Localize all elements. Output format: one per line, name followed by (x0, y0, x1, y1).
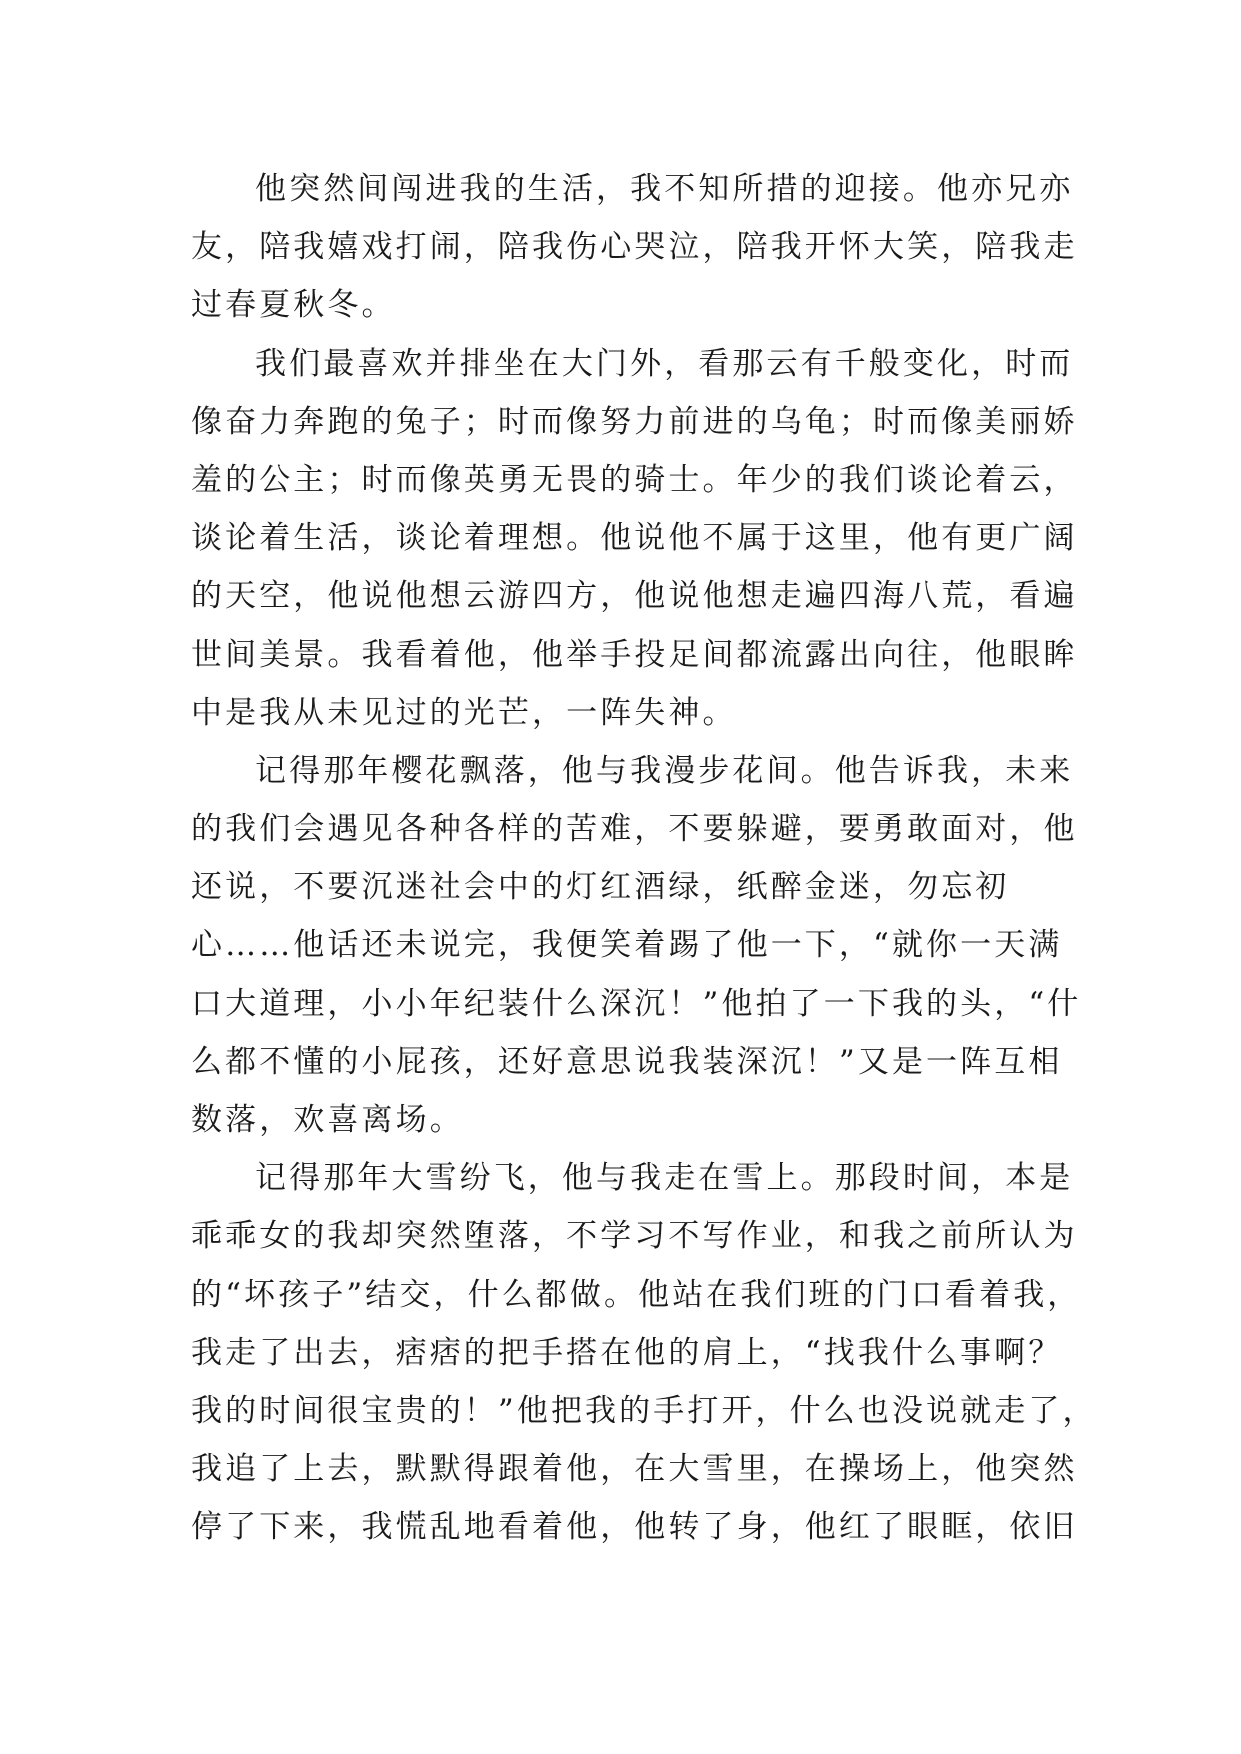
text-line: 口大道理，小小年纪装什么深沉！”他拍了一下我的头，“什 (191, 985, 1082, 1022)
text-line: 数落，欢喜离场。 (191, 1102, 464, 1138)
text-line: 我的时间很宝贵的！”他把我的手打开，什么也没说就走了， (191, 1392, 1097, 1429)
text-line: 过春夏秋冬。 (191, 287, 396, 324)
text-line: 乖乖女的我却突然堕落，不学习不写作业，和我之前所认为 (191, 1218, 1078, 1255)
text-line: 我走了出去，痞痞的把手搭在他的肩上，“找我什么事啊？ (191, 1334, 1063, 1371)
text-line: 像奋力奔跑的兔子；时而像努力前进的乌龟；时而像美丽娇 (191, 403, 1078, 440)
text-line: 的天空，他说他想云游四方，他说他想走遍四海八荒，看遍 (191, 578, 1078, 615)
text-line: 记得那年樱花飘落，他与我漫步花间。他告诉我，未来 (255, 752, 1074, 789)
body-text (191, 160, 1097, 1557)
text-line: 么都不懂的小屁孩，还好意思说我装深沉！”又是一阵互相 (191, 1043, 1063, 1080)
text-line: 我追了上去，默默得跟着他，在大雪里，在操场上，他突然 (191, 1451, 1078, 1488)
text-line: 中是我从未见过的光芒，一阵失神。 (191, 694, 737, 731)
text-line: 的我们会遇见各种各样的苦难，不要躲避，要勇敢面对，他 (191, 811, 1078, 848)
text-line: 心……他话还未说完，我便笑着踢了他一下，“就你一天满 (191, 927, 1063, 964)
text-line: 世间美景。我看着他，他举手投足间都流露出向往，他眼眸 (191, 636, 1078, 673)
text-line: 的“坏孩子”结交，什么都做。他站在我们班的门口看着我， (191, 1276, 1082, 1313)
text-line: 我们最喜欢并排坐在大门外，看那云有千般变化，时而 (255, 345, 1074, 382)
text-line: 他突然间闯进我的生活，我不知所措的迎接。他亦兄亦 (255, 171, 1074, 207)
paragraph-1 (191, 160, 1078, 335)
text-line: 谈论着生活，谈论着理想。他说他不属于这里，他有更广阔 (191, 520, 1078, 557)
text-line: 停了下来，我慌乱地看着他，他转了身，他红了眼眶，依旧 (191, 1509, 1078, 1546)
paragraph-4 (191, 1149, 1097, 1556)
text-line: 记得那年大雪纷飞，他与我走在雪上。那段时间，本是 (255, 1160, 1074, 1197)
paragraph-3 (191, 742, 1082, 1149)
paragraph-2 (191, 335, 1078, 742)
text-line: 友，陪我嬉戏打闹，陪我伤心哭泣，陪我开怀大笑，陪我走 (191, 229, 1078, 266)
text-line: 还说，不要沉迷社会中的灯红酒绿，纸醉金迷，勿忘初 (191, 869, 1010, 906)
text-line: 羞的公主；时而像英勇无畏的骑士。年少的我们谈论着云， (191, 461, 1078, 498)
